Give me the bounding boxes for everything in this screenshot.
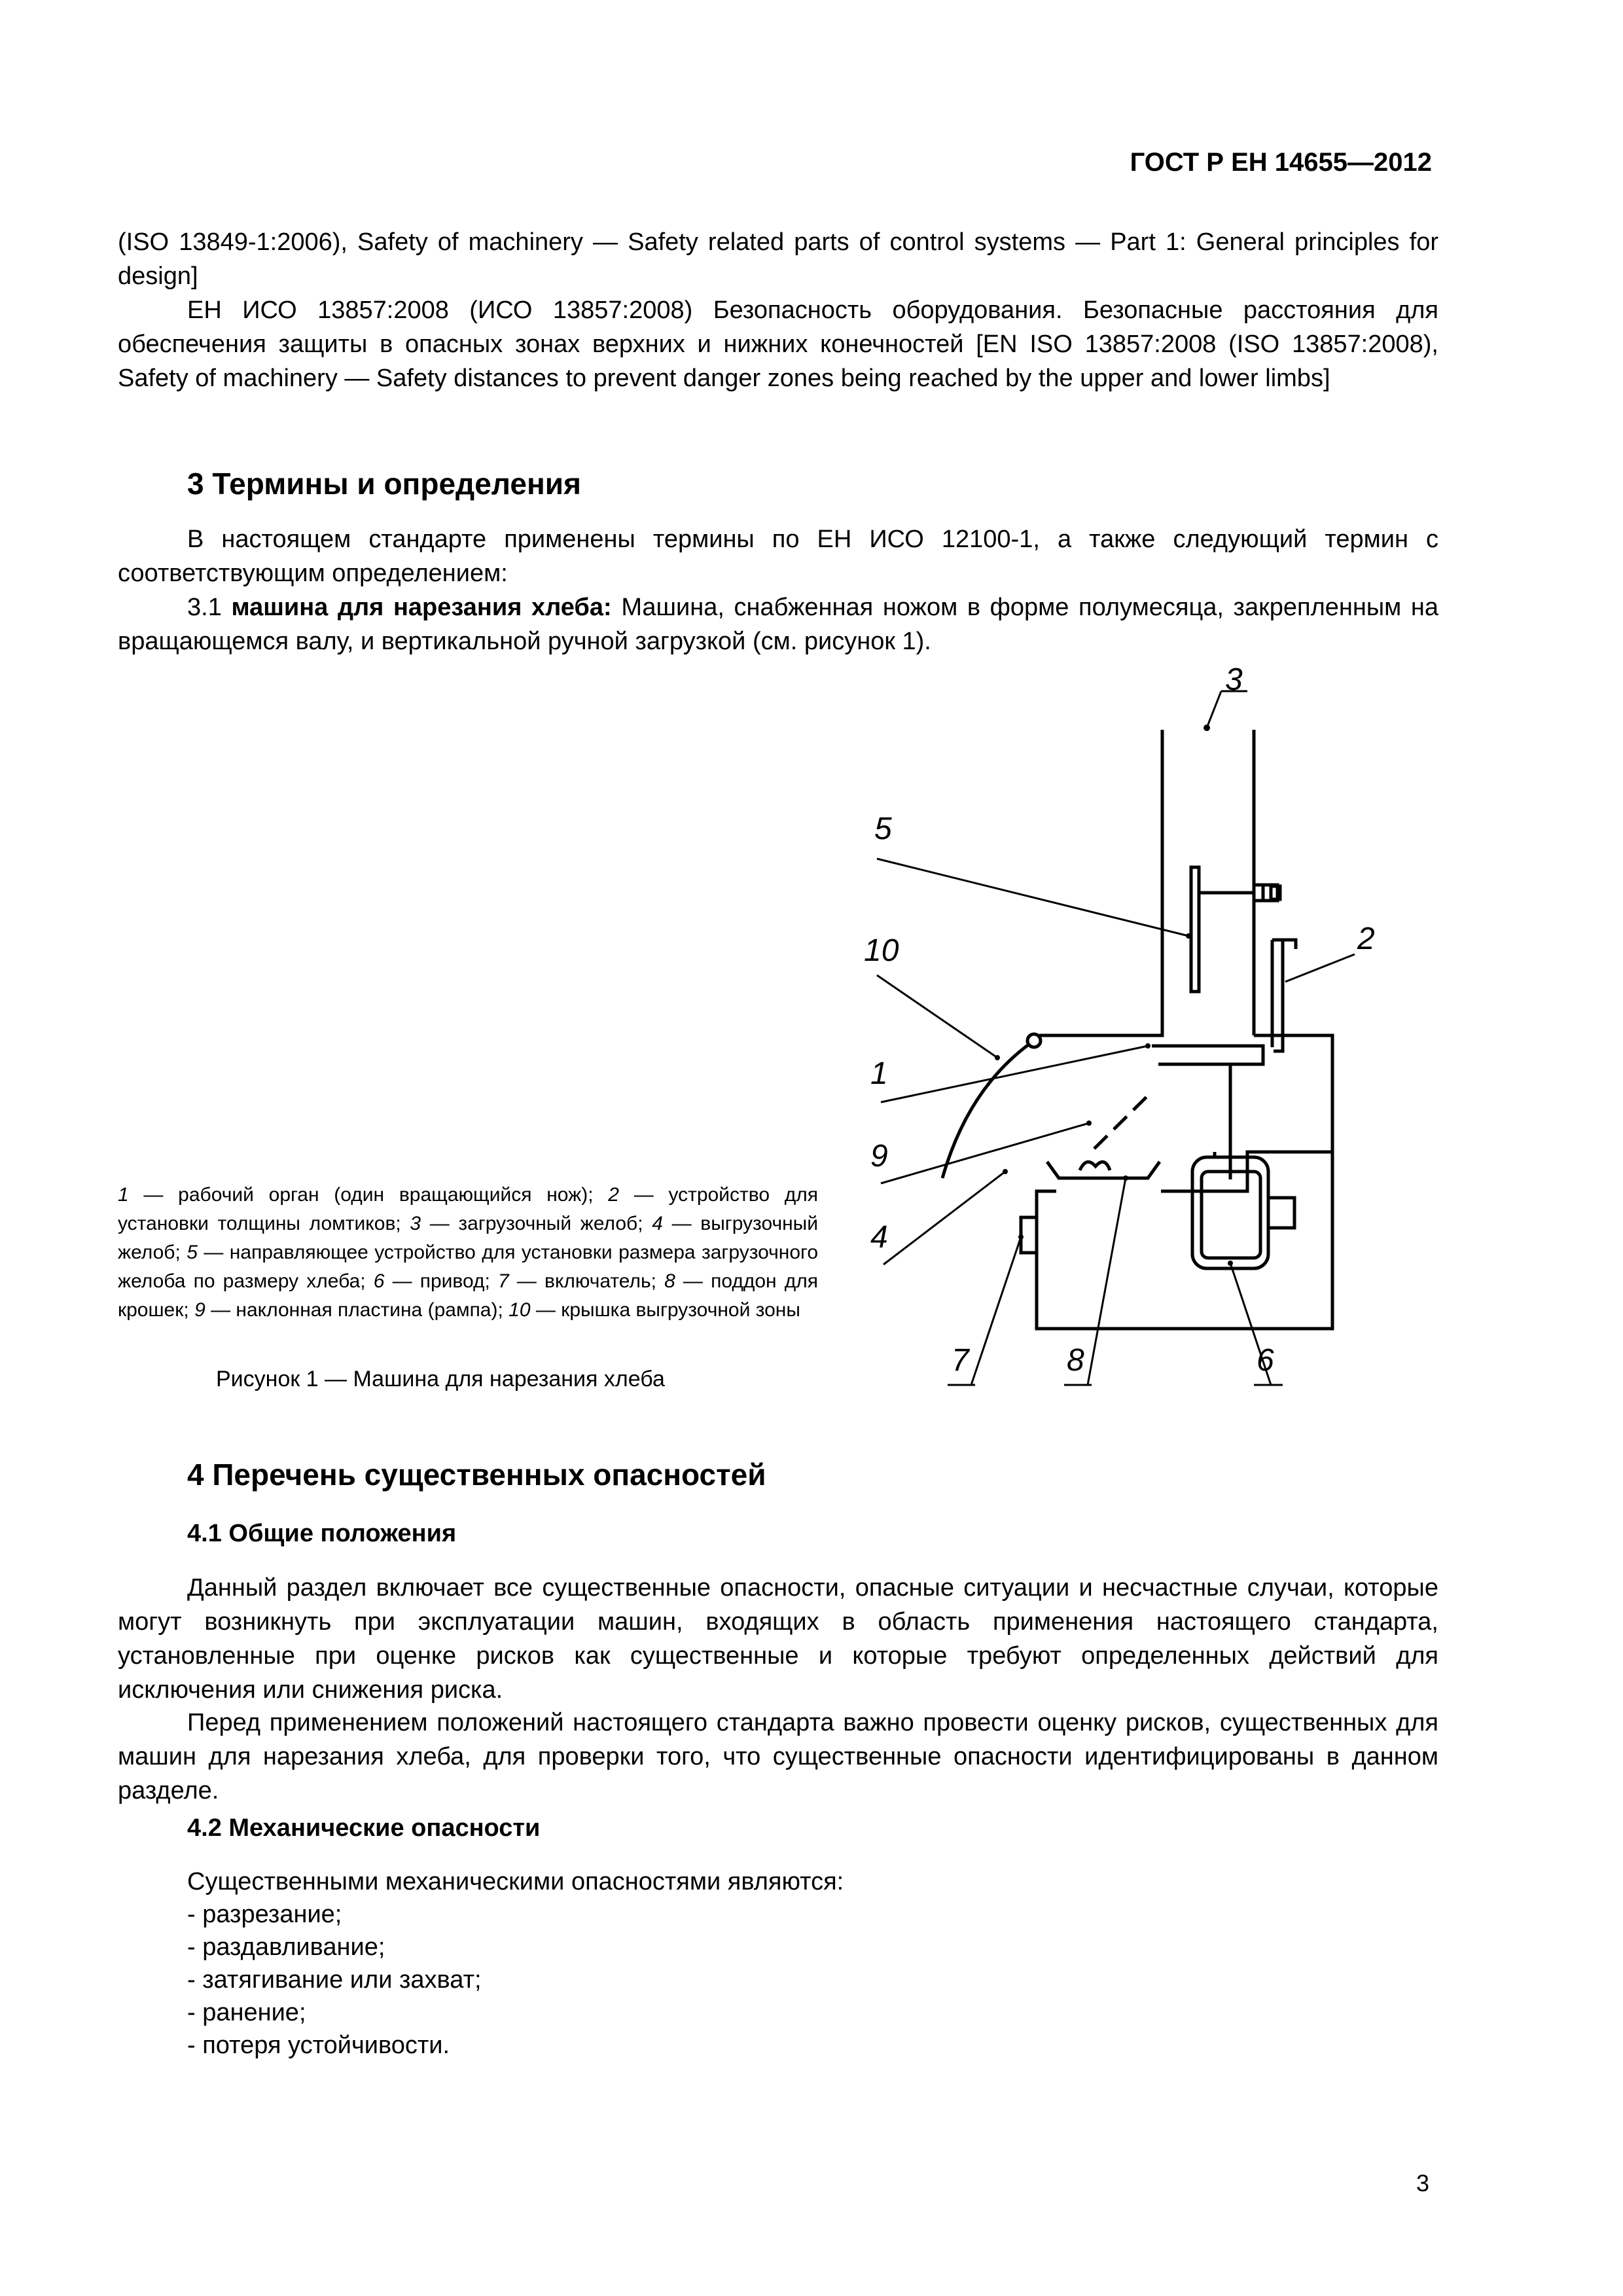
list-item: - потеря устойчивости.	[187, 2032, 450, 2059]
ramp	[1094, 1092, 1152, 1149]
legend-item: 8 — поддон для крошек;	[118, 1270, 819, 1321]
legend-item: 2 — устройство для установки толщины ломтиков;	[118, 1184, 819, 1234]
term-text: Машина, снабженная ножом в форме полумесяца, закрепленным на вращающемся валу, и вертикальной ручной загрузкой (см. рисунок 1).	[118, 594, 1439, 655]
legend-item: 6 — привод;	[373, 1270, 490, 1292]
section-3-heading: 3 Термины и определения	[187, 467, 581, 501]
guide-plate	[1191, 867, 1199, 992]
callout-10: 10	[864, 933, 899, 968]
legend-item: 9 — наклонная пластина (рампа);	[194, 1299, 503, 1321]
reference-iso-13857: ЕН ИСО 13857:2008 (ИСО 13857:2008) Безопасность оборудования. Безопасные расстояния для обеспечения защиты в опасных зонах верхних и нижних конечностей [EN ISO 13857:2008 (ISO 13857:2008), Safety of machinery — Safety distances to prevent danger zones being reached by the upper and lower limbs]	[118, 296, 1438, 392]
standard-code: ГОСТ Р ЕН 14655—2012	[1130, 148, 1432, 177]
section-4-2-heading: 4.2 Механические опасности	[187, 1814, 541, 1842]
callout-2: 2	[1357, 922, 1375, 956]
legend-item: 7 — включатель;	[498, 1270, 656, 1292]
callout-4: 4	[870, 1220, 888, 1255]
hazard-list-intro: Существенными механическими опасностями являются:	[187, 1868, 844, 1895]
section-4-1-paragraph-2: Перед применением положений настоящего стандарта важно провести оценку рисков, существенных для машин для нарезания хлеба, для проверки того, что существенные опасности идентифицированы в данном разделе.	[118, 1709, 1438, 1804]
callout-9: 9	[870, 1139, 888, 1174]
section-4-heading: 4 Перечень существенных опасностей	[187, 1458, 766, 1492]
callout-5: 5	[874, 812, 892, 846]
crumb-tray	[1047, 1162, 1160, 1178]
legend-item: 5 — направляющее устройство для установки размера загрузочного желоба по размеру хлеба;	[118, 1242, 818, 1292]
legend-item: 3 — загрузочный желоб;	[410, 1213, 643, 1234]
head-outline	[1247, 1035, 1332, 1153]
term-name: машина для нарезания хлеба:	[231, 594, 612, 621]
list-item: - раздавливание;	[187, 1933, 385, 1961]
reference-continuation: (ISO 13849-1:2006), Safety of machinery — Safety related parts of control systems — Part 1: General principles for design]	[118, 228, 1438, 290]
figure-caption: Рисунок 1 — Машина для нарезания хлеба	[216, 1367, 665, 1391]
page-number: 3	[1416, 2170, 1430, 2197]
legend-item: 1 — рабочий орган (один вращающийся нож);	[118, 1184, 594, 1206]
callout-3: 3	[1225, 662, 1243, 697]
legend-item: 10 — крышка выгрузочной зоны	[508, 1299, 800, 1321]
callout-7: 7	[952, 1343, 969, 1378]
callout-6: 6	[1257, 1343, 1274, 1378]
callout-8: 8	[1067, 1343, 1084, 1378]
list-item: - разрезание;	[187, 1901, 342, 1928]
callout-1: 1	[870, 1056, 888, 1091]
hopper-left-wall	[1039, 730, 1162, 1035]
section-4-1-heading: 4.1 Общие положения	[187, 1520, 457, 1547]
list-item: - ранение;	[187, 1999, 306, 2026]
section-3-intro: В настоящем стандарте применены термины по ЕН ИСО 12100-1, а также следующий термин с соответствующим определением:	[118, 526, 1438, 587]
list-item: - затягивание или захват;	[187, 1966, 482, 1994]
hazard-list	[187, 1865, 844, 2062]
lid-arc	[942, 1041, 1034, 1178]
legend-item: 4 — выгрузочный желоб;	[118, 1213, 819, 1263]
term-number: 3.1	[187, 594, 222, 621]
figure-legend	[118, 1181, 818, 1325]
blade-assembly	[1152, 1046, 1263, 1064]
switch	[1021, 1217, 1037, 1253]
section-4-1-paragraph-1: Данный раздел включает все существенные опасности, опасные ситуации и несчастные случаи, которые могут возникнуть при эксплуатации машин, входящих в область применения настоящего стандарта, установленные при оценке рисков как существенные и которые требуют определенных действий для исключения или снижения риска.	[118, 1574, 1438, 1704]
